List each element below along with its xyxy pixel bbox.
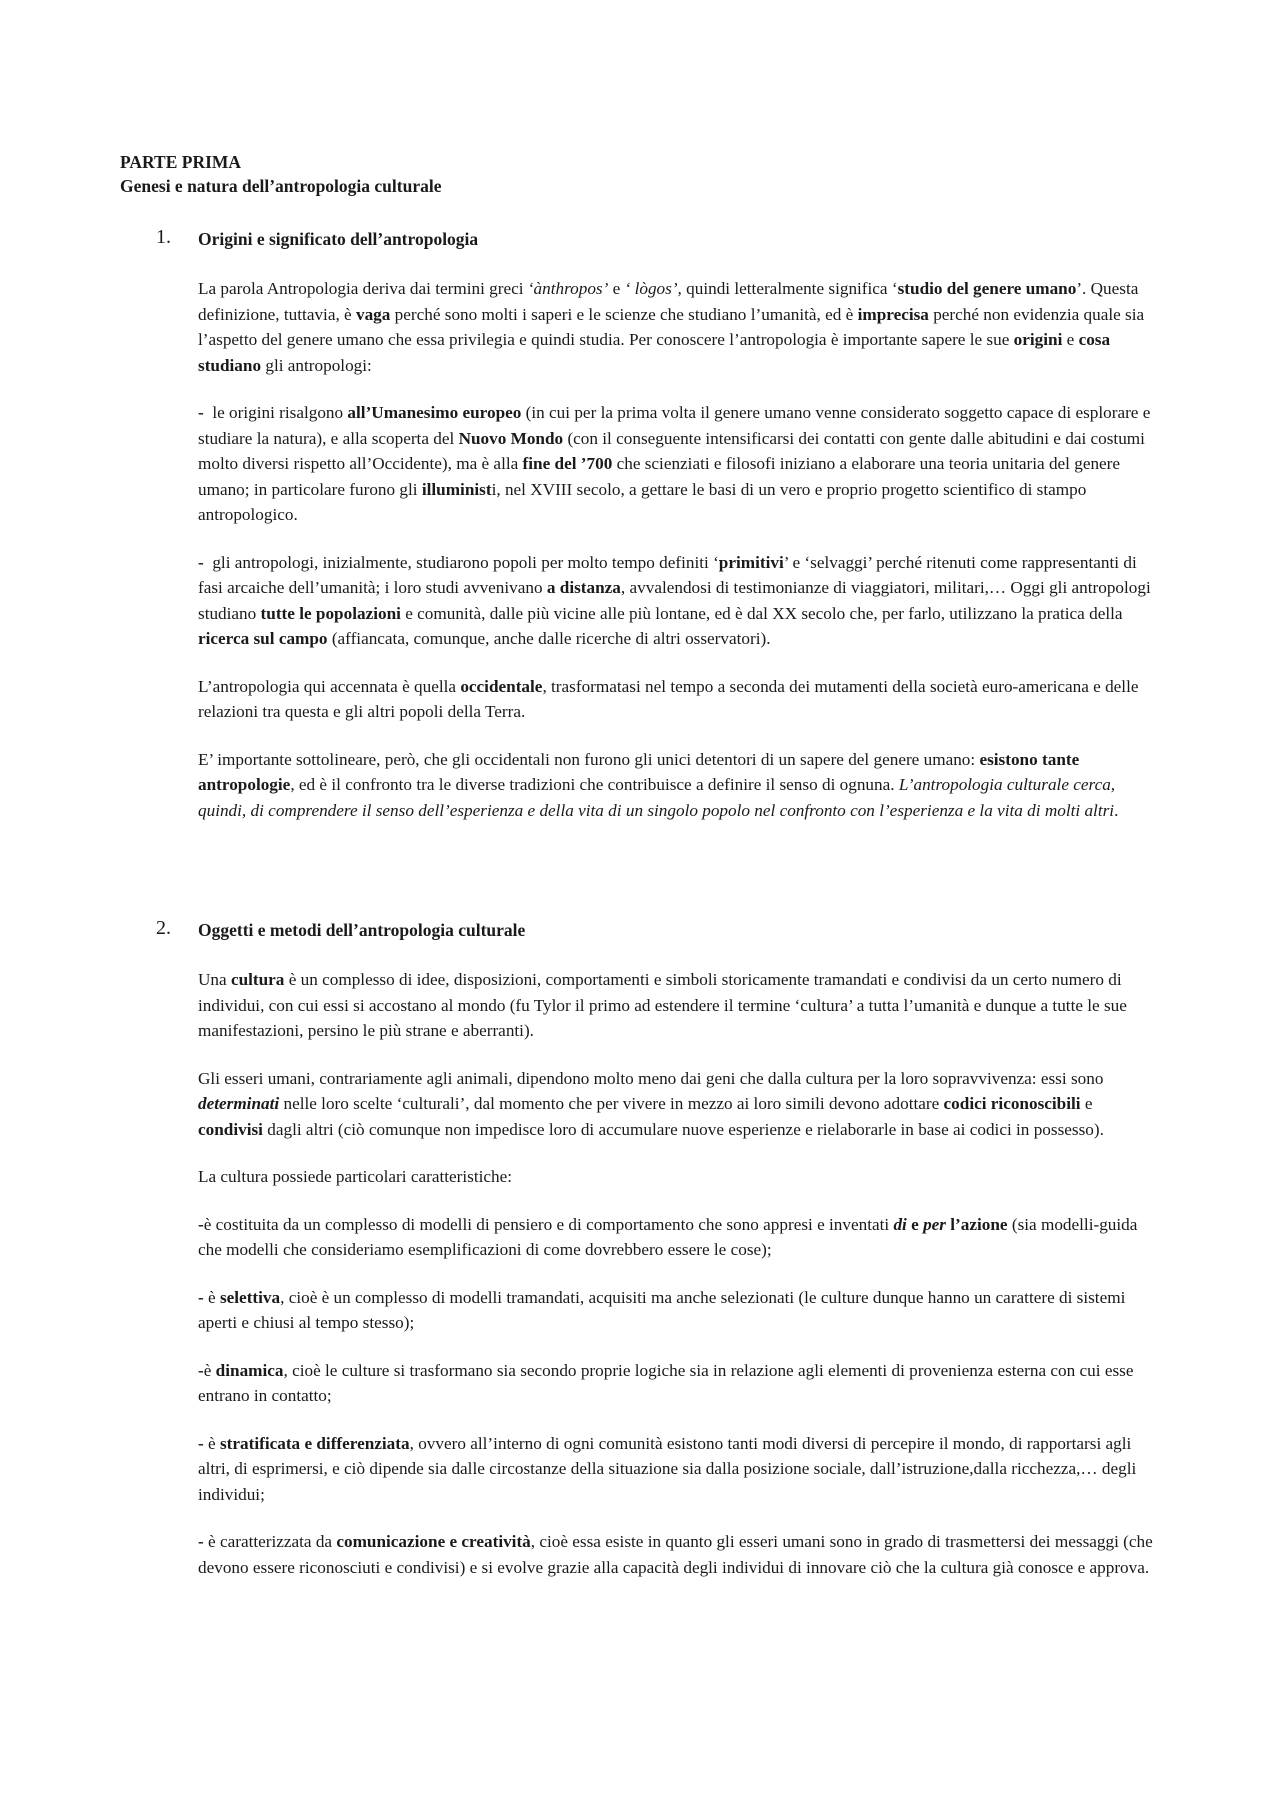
text-run: è xyxy=(203,1287,220,1307)
text-run: ’. Questa definizione, tuttavia, è xyxy=(198,279,1139,324)
bold-italic-run: determinati xyxy=(198,1094,280,1113)
section-1 xyxy=(120,226,1160,823)
section-2-paragraph-1 xyxy=(198,967,1160,1044)
text-run: Gli esseri umani, contrariamente agli animali, dipendono molto meno dai geni che dalla cultura per la loro sopravvivenza: essi sono xyxy=(198,1068,1104,1088)
section-1-paragraph-3 xyxy=(198,550,1160,652)
bold-run: tutte le popolazioni xyxy=(260,603,401,623)
part-title: PARTE PRIMA xyxy=(120,152,242,172)
bold-run: esistono tante antropologie xyxy=(198,749,1080,794)
bold-run: codici riconoscibili xyxy=(943,1094,1081,1113)
text-run: Una xyxy=(198,970,231,989)
section-spacer xyxy=(120,845,1160,917)
text-run: ’ e ‘selvaggi’ perché ritenuti come rappresentanti di fasi arcaiche dell’umanità; i loro studi avvenivano xyxy=(198,552,1137,597)
text-run: La parola Antropologia deriva dai termini greci xyxy=(198,279,528,298)
text-run: nelle loro scelte ‘culturali’, dal momento che per vivere in mezzo ai loro simili devono adottare xyxy=(279,1094,944,1113)
section-2-paragraph-3 xyxy=(198,1164,1160,1190)
bold-run: selettiva xyxy=(219,1287,281,1307)
text-run: (sia modelli-guida che modelli che consideriamo esemplificazioni di come dovrebbero essere le cose); xyxy=(198,1214,1138,1259)
bold-run: a distanza xyxy=(546,578,621,597)
section-2-paragraph-8 xyxy=(198,1529,1160,1580)
bold-run: dinamica xyxy=(215,1360,284,1380)
bold-run: illuminist xyxy=(421,479,492,499)
document-header xyxy=(120,150,1160,198)
text-run: e xyxy=(1062,330,1079,349)
bold-run: Nuovo Mondo xyxy=(458,428,564,448)
text-run: (in cui per la prima volta il genere umano venne considerato soggetto capace di esplorare e studiare la natura), e alla scoperta del xyxy=(198,403,1151,448)
section-1-paragraph-1 xyxy=(198,276,1160,378)
bold-run: all’Umanesimo europeo xyxy=(347,403,522,422)
bullet-dash: - xyxy=(198,1360,204,1380)
text-run: , ovvero all’interno di ogni comunità esistono tanti modi diversi di percepire il mondo, di rapportarsi agli altri, di esprimersi, e ciò dipende sia dalle circostanze della situazione sia dalla posizione sociale, dall’istruzione,dalla ricchezza,… degli individui; xyxy=(198,1433,1137,1504)
bold-run: ricerca sul campo xyxy=(198,629,328,648)
section-2-heading-row xyxy=(120,917,1160,943)
text-run: perché non evidenzia quale sia l’aspetto del genere umano che essa privilegia e quindi studia. Per conoscere l’antropologia è importante sapere le sue xyxy=(198,304,1145,349)
section-2-paragraph-4 xyxy=(198,1212,1160,1263)
text-run: , ed è il confronto tra le diverse tradizioni che contribuisce a definire il senso di ognuna. xyxy=(290,775,899,794)
section-1-number: 1. xyxy=(156,226,171,248)
text-run: i, nel XVIII secolo, a gettare le basi di un vero e proprio progetto scientifico di stampo antropologico. xyxy=(198,479,1087,524)
bold-run: imprecisa xyxy=(857,304,929,324)
text-run: e xyxy=(1080,1094,1093,1113)
text-run: . xyxy=(1114,800,1119,820)
text-run: , trasformatasi nel tempo a seconda dei mutamenti della società euro-americana e delle relazioni tra questa e gli altri popoli della Terra. xyxy=(198,676,1139,721)
bullet-dash: - xyxy=(198,552,204,572)
text-run: La cultura possiede particolari caratteristiche: xyxy=(198,1167,512,1186)
bold-run: cosa studiano xyxy=(198,330,1111,375)
bullet-dash: - xyxy=(198,1532,204,1551)
text-run: dagli altri (ciò comunque non impedisce loro di accumulare nuove esperienze e rielaborarle in base ai codici in possesso). xyxy=(262,1119,1104,1139)
bold-run: occidentale xyxy=(460,676,543,696)
text-run: , cioè le culture si trasformano sia secondo proprie logiche sia in relazione agli elementi di provenienza esterna con cui esse entrano in contatto; xyxy=(198,1360,1134,1405)
section-1-body xyxy=(120,276,1160,823)
text-run: le origini risalgono xyxy=(203,403,348,422)
section-1-paragraph-5 xyxy=(198,747,1160,824)
text-run: E’ importante sottolineare, però, che gli occidentali non furono gli unici detentori di un sapere del genere umano: xyxy=(198,749,980,769)
section-2-paragraph-5 xyxy=(198,1285,1160,1336)
section-2-number: 2. xyxy=(156,917,171,939)
text-run: è costituita da un complesso di modelli di pensiero e di comportamento che sono appresi e inventati xyxy=(203,1214,894,1234)
text-run: perché sono molti i saperi e le scienze che studiano l’umanità, ed è xyxy=(390,304,858,324)
bold-italic-run: di xyxy=(893,1214,907,1234)
bold-italic-run: per xyxy=(923,1214,946,1234)
text-run: , cioè è un complesso di modelli tramandati, acquisiti ma anche selezionati (le culture dunque hanno un carattere di sistemi aperti e chiusi al tempo stesso); xyxy=(198,1287,1126,1332)
text-run: che scienziati e filosofi iniziano a elaborare una teoria unitaria del genere umano; in particolare furono gli xyxy=(198,454,1121,499)
italic-run: ‘ànthropos’ xyxy=(527,279,609,298)
bullet-dash: - xyxy=(198,1433,204,1453)
bold-run: primitivi xyxy=(718,552,784,572)
section-2 xyxy=(120,917,1160,1580)
bullet-dash: - xyxy=(198,1214,204,1234)
section-1-paragraph-4 xyxy=(198,674,1160,725)
bold-run: l’azione xyxy=(945,1214,1008,1234)
section-1-paragraph-2 xyxy=(198,400,1160,528)
text-run: e xyxy=(608,279,625,298)
bold-run: vaga xyxy=(355,304,391,324)
text-run: , cioè essa esiste in quanto gli esseri umani sono in grado di trasmettersi dei messaggi (che devono essere riconosciuti e condivisi) e si evolve grazie alla capacità degli individui di innovare ciò che la cultura già conosce e approva. xyxy=(198,1532,1153,1577)
section-2-body xyxy=(120,967,1160,1580)
bullet-dash: - xyxy=(198,1287,204,1307)
text-run: è xyxy=(203,1360,216,1380)
bold-run: fine del ’700 xyxy=(522,454,613,473)
bold-run: origini xyxy=(1013,330,1063,349)
bold-run: studio del genere umano xyxy=(897,279,1077,298)
bold-run: stratificata e differenziata xyxy=(219,1433,410,1453)
bold-run: cultura xyxy=(230,970,285,989)
italic-run: L’antropologia culturale cerca, quindi, di comprendere il senso dell’esperienza e della vita di un singolo popolo nel confronto con l’esperienza e la vita di molti altri xyxy=(198,775,1116,820)
text-run: è caratterizzata da xyxy=(203,1532,337,1551)
text-run: , avvalendosi di testimonianze di viaggiatori, militari,… Oggi gli antropologi studiano xyxy=(198,578,1151,623)
section-2-paragraph-7 xyxy=(198,1431,1160,1508)
section-2-heading: Oggetti e metodi dell’antropologia culturale xyxy=(198,920,526,940)
section-2-paragraph-2 xyxy=(198,1066,1160,1143)
text-run: è xyxy=(203,1433,220,1453)
text-run: quindi letteralmente significa ‘ xyxy=(681,279,898,298)
text-run: gli antropologi, inizialmente, studiarono popoli per molto tempo definiti ‘ xyxy=(203,552,719,572)
text-run: (con il conseguente intensificarsi dei contatti con gente dalle abitudini e dai costumi molto diversi rispetto all’Occidente), ma è alla xyxy=(198,428,1145,473)
bold-run: e xyxy=(906,1214,924,1234)
text-run: gli antropologi: xyxy=(261,355,372,375)
text-run: e comunità, dalle più vicine alle più lontane, ed è dal XX secolo che, per farlo, utilizzano la pratica della xyxy=(400,603,1123,623)
italic-run: ‘ lògos’, xyxy=(624,279,682,298)
section-2-paragraph-6 xyxy=(198,1358,1160,1409)
text-run: (affiancata, comunque, anche dalle ricerche di altri osservatori). xyxy=(327,629,771,648)
section-1-heading-row xyxy=(120,226,1160,252)
text-run: L’antropologia qui accennata è quella xyxy=(198,676,461,696)
part-subtitle: Genesi e natura dell’antropologia culturale xyxy=(120,176,442,196)
bold-run: comunicazione e creatività xyxy=(336,1532,531,1551)
bullet-dash: - xyxy=(198,403,204,422)
text-run: è un complesso di idee, disposizioni, comportamenti e simboli storicamente tramandati e condivisi da un certo numero di individui, con cui essi si accostano al mondo (fu Tylor il primo ad estendere il termine ‘cultura’ a tutta l’umanità e dunque a tutte le sue manifestazioni, persino le più strane e aberranti). xyxy=(198,970,1127,1040)
bold-run: condivisi xyxy=(198,1119,263,1139)
section-1-heading: Origini e significato dell’antropologia xyxy=(198,229,479,249)
